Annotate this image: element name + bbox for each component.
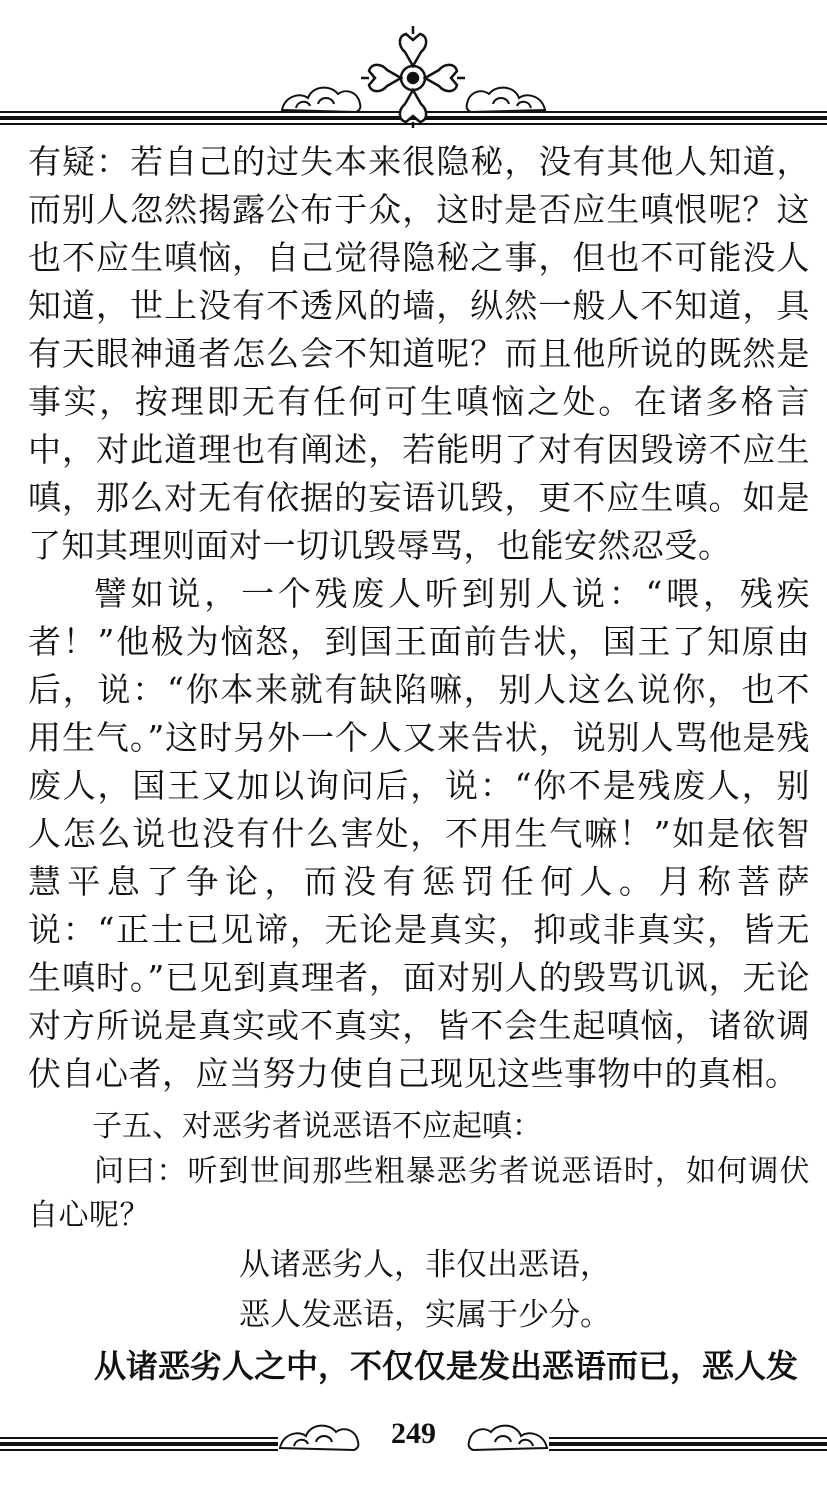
cloud-ornament-left-icon bbox=[282, 88, 360, 112]
header-ornament bbox=[0, 0, 827, 140]
verse-line-2: 恶人发恶语，实属于少分。 bbox=[239, 1297, 611, 1333]
question-paragraph: 问曰：听到世间那些粗暴恶劣者说恶语时，如何调伏自心呢？ bbox=[28, 1154, 810, 1233]
page-content bbox=[28, 138, 810, 1390]
section-heading: 子五、对恶劣者说恶语不应起嗔： bbox=[92, 1109, 542, 1144]
paragraph-analogy: 譬如说，一个残废人听到别人说：“喂，残疾者！”他极为恼怒，到国王面前告状，国王了知原由后，说：“你本来就有缺陷嘛，别人这么说你，也不用生气。”这时另外一个人又来告状，说别人骂他是残废人，国王又加以询问后，说：“你不是残废人，别人怎么说也没有什么害处，不用生气嘛！”如是依智慧平息了争论，而没有惩罚任何人。月称菩萨说：“正士已见谛，无论是真实，抑或非真实，皆无生嗔时。”已见到真理者，面对别人的毁骂讥讽，无论对方所说是真实或不真实，皆不会生起嗔恼，诸欲调伏自心者，应当努力使自己现见这些事物中的真相。 bbox=[28, 574, 810, 1093]
verse-line-1: 从诸恶劣人，非仅出恶语， bbox=[239, 1247, 611, 1283]
commentary-paragraph: 从诸恶劣人之中，不仅仅是发出恶语而已，恶人发 bbox=[94, 1347, 799, 1385]
cloud-ornament-right-icon bbox=[467, 88, 545, 112]
paragraph-doubt: 有疑：若自己的过失本来很隐秘，没有其他人知道，而别人忽然揭露公布于众，这时是否应生嗔恨呢？这也不应生嗔恼，自己觉得隐秘之事，但也不可能没人知道，世上没有不透风的墙，纵然一般人不知道，具有天眼神通者怎么会不知道呢？而且他所说的既然是事实，按理即无有任何可生嗔恼之处。在诸多格言中，对此道理也有阐述，若能明了对有因毁谤不应生嗔，那么对无有依据的妄语讥毁，更不应生嗔。如是了知其理则面对一切讥毁辱骂，也能安然忍受。 bbox=[28, 142, 810, 565]
page-number: 249 bbox=[391, 1417, 436, 1450]
